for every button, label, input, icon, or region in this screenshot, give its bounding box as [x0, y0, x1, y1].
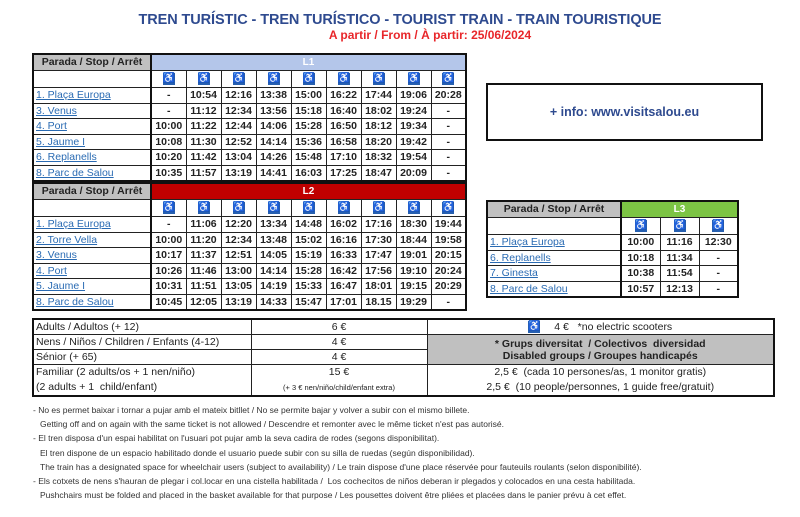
table-row	[487, 235, 738, 251]
departure-time: -	[431, 294, 466, 310]
departure-time: -	[151, 88, 186, 104]
departure-time: 16:42	[326, 263, 361, 279]
groups-label-1: * Grups diversitat / Colectivos diversidad	[494, 337, 706, 350]
info-link[interactable]: + info: www.visitsalou.eu	[549, 105, 700, 119]
departure-time: 19:01	[396, 248, 431, 264]
departure-time: 12:13	[660, 281, 699, 297]
departure-time: -	[151, 103, 186, 119]
departure-time: 19:42	[396, 134, 431, 150]
departure-time: 15:47	[291, 294, 326, 310]
line-name-l1: L1	[151, 54, 466, 70]
stop-link[interactable]: 4. Port	[36, 264, 67, 277]
departure-time: 18:01	[361, 279, 396, 295]
departure-time: 10:57	[621, 281, 660, 297]
note-line: El tren dispone de un espacio habilitado donde el usuario puede subir con su silla de ruedas (según disponibilidad).	[40, 447, 475, 458]
departure-time: 15:19	[291, 248, 326, 264]
departure-time: 20:29	[431, 279, 466, 295]
departure-time: 18:20	[361, 134, 396, 150]
departure-time: 10:38	[621, 266, 660, 282]
departure-time: 11:57	[186, 165, 221, 181]
departure-time: 17:01	[326, 294, 361, 310]
departure-time: 17:44	[361, 88, 396, 104]
note-line: - Els cotxets de nens s'hauran de plegar i col.locar en una cistella habilitada / Los cochecitos de niños deberan ir plegados y colocados en una cesta habilitada.	[33, 476, 636, 487]
departure-time: 10:08	[151, 134, 186, 150]
table-row	[33, 165, 466, 181]
family-price-cell	[251, 365, 427, 397]
wheelchair-icon: ♿	[197, 201, 210, 213]
table-row	[487, 266, 738, 282]
wheelchair-icon: ♿	[267, 72, 280, 84]
table-row	[487, 250, 738, 266]
note-line: The train has a designated space for wheelchair users (subject to availability) / Le train dispose d'une place réservée pour fauteuils roulants (selon disponibilité).	[40, 461, 642, 472]
note-line: - El tren disposa d'un espai habilitat on l'usuari pot pujar amb la seva cadira de rodes (segons disponibilitat).	[33, 433, 440, 444]
line-header-row	[33, 54, 466, 70]
departure-time: 19:58	[431, 232, 466, 248]
stop-column-header: Parada / Stop / Arrêt	[487, 201, 621, 217]
wheelchair-icon: ♿	[634, 219, 648, 231]
departure-time: 11:37	[186, 248, 221, 264]
groups-price-cell	[427, 365, 774, 397]
wheelchair-icon: ♿	[442, 201, 455, 213]
family-price: 15 €	[328, 366, 350, 378]
stop-link[interactable]: 8. Parc de Salou	[490, 282, 568, 295]
departure-time: 12:34	[221, 232, 256, 248]
table-row	[487, 281, 738, 297]
stop-link[interactable]: 1. Plaça Europa	[490, 236, 565, 249]
departure-time: 15:28	[291, 119, 326, 135]
departure-time: 10:54	[186, 88, 221, 104]
price-table	[32, 318, 775, 397]
wheelchair-icon: ♿	[232, 201, 245, 213]
senior-price: 4 €	[251, 350, 427, 365]
departure-time: 11:06	[186, 217, 221, 233]
departure-time: -	[431, 150, 466, 166]
departure-time: 18:30	[396, 217, 431, 233]
departure-time: 14:26	[256, 150, 291, 166]
departure-time: 18:44	[396, 232, 431, 248]
line-header-row	[487, 201, 738, 217]
timetable-l3	[486, 200, 739, 298]
wheelchair-icon: ♿	[407, 72, 420, 84]
departure-time: 13:48	[256, 232, 291, 248]
stop-link[interactable]: 3. Venus	[36, 104, 77, 117]
table-row	[33, 217, 466, 233]
departure-time: 14:41	[256, 165, 291, 181]
note-line: - No es permet baixar i tornar a pujar amb el mateix bitllet / No se permite bajar y volver a subir con el mismo billete.	[33, 405, 470, 415]
wheelchair-icon: ♿	[302, 201, 315, 213]
wheelchair-icon: ♿	[267, 201, 280, 213]
stop-link[interactable]: 3. Venus	[36, 249, 77, 262]
wheelchair-icon: ♿	[232, 72, 245, 84]
family-label-2: (2 adults + 1 child/enfant)	[36, 381, 158, 393]
departure-time: 20:24	[431, 263, 466, 279]
departure-time: 18:47	[361, 165, 396, 181]
stop-column-header: Parada / Stop / Arrêt	[33, 183, 151, 199]
departure-time: 13:19	[221, 294, 256, 310]
departure-time: 12:34	[221, 103, 256, 119]
timetable-l1	[32, 53, 467, 182]
departure-time: 16:47	[326, 279, 361, 295]
stop-link[interactable]: 6. Replanells	[490, 251, 551, 264]
departure-time: 13:05	[221, 279, 256, 295]
departure-time: 19:29	[396, 294, 431, 310]
departure-time: 13:00	[221, 263, 256, 279]
departure-time: 10:31	[151, 279, 186, 295]
departure-time: 12:16	[221, 88, 256, 104]
table-row	[33, 263, 466, 279]
departure-time: 14:06	[256, 119, 291, 135]
stop-link[interactable]: 8. Parc de Salou	[36, 295, 114, 308]
departure-time: 15:36	[291, 134, 326, 150]
departure-time: 15:33	[291, 279, 326, 295]
groups-label-2: Disabled groups / Groupes handicapés	[502, 349, 698, 362]
departure-time: 12:44	[221, 119, 256, 135]
valid-from-date: A partir / From / À partir: 25/06/2024	[328, 28, 532, 42]
wheelchair-icon: ♿	[372, 72, 385, 84]
price-row-family	[33, 365, 774, 397]
departure-time: 19:24	[396, 103, 431, 119]
departure-time: 19:54	[396, 150, 431, 166]
departure-time: 11:51	[186, 279, 221, 295]
adults-label: Adults / Adultos (+ 12)	[33, 319, 251, 335]
family-label-cell	[33, 365, 251, 397]
departure-time: 13:34	[256, 217, 291, 233]
departure-time: 15:28	[291, 263, 326, 279]
departure-time: 16:50	[326, 119, 361, 135]
wheelchair-icon: ♿	[337, 72, 350, 84]
departure-time: 17:30	[361, 232, 396, 248]
departure-time: -	[699, 250, 738, 266]
departure-time: 20:15	[431, 248, 466, 264]
stop-link[interactable]: 1. Plaça Europa	[36, 218, 111, 231]
departure-time: 13:04	[221, 150, 256, 166]
accessibility-row	[33, 70, 466, 88]
wheelchair-icon: ♿	[162, 72, 176, 84]
departure-time: 11:12	[186, 103, 221, 119]
departure-time: 19:10	[396, 263, 431, 279]
table-row	[33, 103, 466, 119]
departure-time: 13:38	[256, 88, 291, 104]
table-row	[33, 279, 466, 295]
departure-time: 16:40	[326, 103, 361, 119]
departure-time: 11:42	[186, 150, 221, 166]
departure-time: 12:20	[221, 217, 256, 233]
departure-time: 14:19	[256, 279, 291, 295]
departure-time: 14:14	[256, 263, 291, 279]
departure-time: 10:00	[151, 232, 186, 248]
departure-time: 10:17	[151, 248, 186, 264]
departure-time: 11:20	[186, 232, 221, 248]
line-header-row	[33, 183, 466, 199]
wheelchair-icon: ♿	[673, 219, 686, 231]
stop-link[interactable]: 4. Port	[36, 120, 67, 133]
departure-time: 20:28	[431, 88, 466, 104]
departure-time: 19:06	[396, 88, 431, 104]
wheelchair-icon: ♿	[712, 219, 725, 231]
departure-time: 17:56	[361, 263, 396, 279]
wheelchair-icon: ♿	[372, 201, 385, 213]
timetable-l2	[32, 182, 467, 311]
departure-time: 19:15	[396, 279, 431, 295]
senior-label: Sénior (+ 65)	[33, 350, 251, 365]
line-name-l3: L3	[621, 201, 738, 217]
stop-link[interactable]: 5. Jaume I	[36, 280, 86, 293]
departure-time: 17:25	[326, 165, 361, 181]
departure-time: 17:47	[361, 248, 396, 264]
departure-time: 11:54	[660, 266, 699, 282]
departure-time: 14:14	[256, 134, 291, 150]
table-row	[33, 88, 466, 104]
table-row	[33, 248, 466, 264]
departure-time: 11:16	[660, 235, 699, 251]
departure-time: 10:18	[621, 250, 660, 266]
departure-time: 16:16	[326, 232, 361, 248]
departure-time: 16:58	[326, 134, 361, 150]
departure-time: -	[431, 119, 466, 135]
departure-time: 13:56	[256, 103, 291, 119]
departure-time: 19:34	[396, 119, 431, 135]
departure-time: 10:00	[621, 235, 660, 251]
departure-time: 11:30	[186, 134, 221, 150]
wheelchair-price-cell	[427, 319, 774, 335]
departure-time: 18.15	[361, 294, 396, 310]
departure-time: 14:05	[256, 248, 291, 264]
departure-time: -	[431, 165, 466, 181]
groups-label-cell	[427, 335, 774, 365]
departure-time: 19:44	[431, 217, 466, 233]
table-row	[33, 134, 466, 150]
departure-time: 18:32	[361, 150, 396, 166]
notes	[33, 403, 642, 502]
departure-time: 17:10	[326, 150, 361, 166]
children-price: 4 €	[251, 335, 427, 350]
wheelchair-icon: ♿	[407, 201, 420, 213]
stop-link[interactable]: 2. Torre Vella	[36, 233, 98, 246]
departure-time: 17:16	[361, 217, 396, 233]
adults-price: 6 €	[251, 319, 427, 335]
departure-time: -	[699, 281, 738, 297]
stop-link[interactable]: 6. Replanells	[36, 151, 97, 164]
departure-time: 18:12	[361, 119, 396, 135]
departure-time: 20:09	[396, 165, 431, 181]
departure-time: 16:22	[326, 88, 361, 104]
stop-link[interactable]: 1. Plaça Europa	[36, 89, 111, 102]
departure-time: 12:52	[221, 134, 256, 150]
family-label-1: Familiar (2 adults/os + 1 nen/niño)	[36, 366, 196, 378]
wheelchair-icon: ♿	[442, 72, 455, 84]
price-row-adults	[33, 319, 774, 335]
departure-time: 14:33	[256, 294, 291, 310]
stop-link[interactable]: 5. Jaume I	[36, 135, 86, 148]
departure-time: 15:18	[291, 103, 326, 119]
departure-time: 12:30	[699, 235, 738, 251]
wheelchair-icon: ♿	[528, 321, 541, 333]
departure-time: 10:20	[151, 150, 186, 166]
page-title: TREN TURÍSTIC - TREN TURÍSTICO - TOURIST TRAIN - TRAIN TOURISTIQUE	[138, 12, 662, 28]
info-link-box	[486, 83, 763, 141]
departure-time: 16:02	[326, 217, 361, 233]
departure-time: 10:35	[151, 165, 186, 181]
departure-time: 15:48	[291, 150, 326, 166]
stop-link[interactable]: 7. Ginesta	[490, 267, 538, 280]
departure-time: 11:22	[186, 119, 221, 135]
departure-time: 11:46	[186, 263, 221, 279]
accessibility-row	[487, 217, 738, 235]
departure-time: 16:03	[291, 165, 326, 181]
price-row-children	[33, 335, 774, 350]
wheelchair-icon: ♿	[302, 72, 315, 84]
groups-price-1: 2,5 € (cada 10 persones/as, 1 monitor gratis)	[494, 366, 707, 378]
children-label: Nens / Niños / Children / Enfants (4-12)	[33, 335, 251, 350]
departure-time: 11:34	[660, 250, 699, 266]
departure-time: -	[151, 217, 186, 233]
note-line: Pushchairs must be folded and placed in the basket available for that purpose / Les pousettes doivent être pliées et placées dans le panier prévu à cet effet.	[40, 490, 627, 501]
departure-time: 10:45	[151, 294, 186, 310]
departure-time: 15:00	[291, 88, 326, 104]
stop-link[interactable]: 8. Parc de Salou	[36, 166, 114, 179]
departure-time: 15:02	[291, 232, 326, 248]
note-line: Getting off and on again with the same ticket is not allowed / Descendre et remonter avec le même ticket n'est pas autorisé.	[40, 419, 505, 430]
departure-time: 10:00	[151, 119, 186, 135]
departure-time: 12:05	[186, 294, 221, 310]
table-row	[33, 232, 466, 248]
departure-time: 10:26	[151, 263, 186, 279]
departure-time: 14:48	[291, 217, 326, 233]
departure-time: 12:51	[221, 248, 256, 264]
wheelchair-icon: ♿	[162, 201, 176, 213]
table-row	[33, 294, 466, 310]
departure-time: 13:19	[221, 165, 256, 181]
table-row	[33, 150, 466, 166]
departure-time: 16:33	[326, 248, 361, 264]
wheelchair-icon: ♿	[197, 72, 210, 84]
stop-column-header: Parada / Stop / Arrêt	[33, 54, 151, 70]
departure-time: -	[699, 266, 738, 282]
wheelchair-icon: ♿	[337, 201, 350, 213]
family-extra: (+ 3 € nen/niño/child/enfant extra)	[283, 383, 395, 392]
groups-price-2: 2,5 € (10 people/personnes, 1 guide free/gratuit)	[486, 381, 715, 393]
wheelchair-price: 4 € *no electric scooters	[554, 320, 673, 333]
departure-time: 18:02	[361, 103, 396, 119]
table-row	[33, 119, 466, 135]
accessibility-row	[33, 199, 466, 217]
departure-time: -	[431, 103, 466, 119]
departure-time: -	[431, 134, 466, 150]
line-name-l2: L2	[151, 183, 466, 199]
